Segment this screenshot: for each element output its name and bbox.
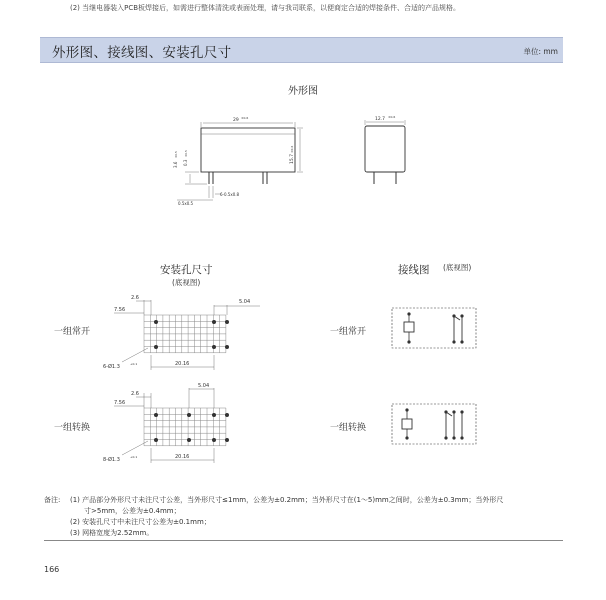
mounting-hole [225,438,229,442]
mounting-hole [212,438,216,442]
dim-pin-length-tol: ±0.5 [174,151,178,158]
wiring-heading: 接线图 [398,264,430,276]
outline-front-view [165,108,310,208]
mounting-subheading: (底视图) [172,278,201,287]
page-number: 166 [44,565,60,574]
dim-pin-pitch: 0.5x0.5 [178,201,194,206]
mounting-hole [154,345,158,349]
top-note: (2) 当继电器装入PCB板焊接后，如需进行整体清洗或表面处理，请与我司联系，以便商定合适的焊接条件、合适的产品规格。 [70,4,461,12]
footer-divider [44,540,563,541]
dim-width-tol: ±0.6 [388,115,396,119]
mounting-hole [154,320,158,324]
wiring-lower-label: 一组转换 [330,423,367,433]
mounting-heading: 安装孔尺寸 [160,264,213,276]
dim-height-tol: ±0.6 [290,145,294,153]
dim-d3: 5.04 [198,383,210,389]
dim-d1: 2.6 [131,391,139,397]
hole-callout: 6-Ø1.3 [103,364,120,370]
dim-pin-size: 6-0.5x0.8 [220,192,240,197]
note-item: (1) 产品部分外形尺寸未注尺寸公差，当外形尺寸≤1mm，公差为±0.2mm；当外形尺寸在(1～5)mm之间时，公差为±0.3mm；当外形尺 [70,496,504,504]
dim-d2: 7.56 [114,400,126,406]
dim-height: 15.7 [290,153,295,164]
dim-pin-small-tol: ±0.5 [184,150,188,157]
mounting-hole [225,320,229,324]
note-item: (3) 网格宽度为2.52mm。 [70,529,154,537]
mounting-hole [154,438,158,442]
mounting-hole [212,413,216,417]
mounting-hole [212,320,216,324]
mounting-hole [187,413,191,417]
unit-label: 单位: mm [523,47,558,56]
section-title: 外形图、接线图、安装孔尺寸 [52,45,232,61]
mounting-hole [187,438,191,442]
note-item: 寸>5mm，公差为±0.4mm； [84,507,181,515]
dim-length: 29 [233,118,239,123]
wiring-upper-label: 一组常开 [330,327,367,337]
hole-tol: +0.1 [130,455,138,459]
mounting-holes [154,320,229,349]
mounting-grid-upper [100,290,260,380]
dim-width: 12.7 [375,117,386,122]
dim-length-tol: ±0.6 [241,116,249,120]
wiring-diagram-lower [390,402,480,448]
dim-d2: 7.56 [114,307,126,313]
hole-callout: 8-Ø1.3 [103,457,120,463]
wiring-diagram-upper [390,306,480,352]
notes-heading: 备注: [44,496,61,504]
dim-pin-small: 0.3 [183,159,188,166]
wiring-subheading: (底视图) [443,263,472,272]
mounting-upper-label: 一组常开 [54,327,91,337]
mounting-hole [225,413,229,417]
note-item: (2) 安装孔尺寸中未注尺寸公差为±0.1mm； [70,518,211,526]
outline-side-view [355,108,415,188]
coil-symbol [404,322,414,332]
mounting-hole [212,345,216,349]
dim-pin-length: 3.6 [173,161,178,168]
dim-d3: 5.04 [239,299,251,305]
dim-d1: 2.6 [131,295,139,301]
mounting-hole [154,413,158,417]
coil-symbol [402,419,412,429]
dim-d4: 20.16 [175,454,190,460]
mounting-grid-lower [100,383,260,473]
dim-d4: 20.16 [175,361,190,367]
mounting-lower-label: 一组转换 [54,423,91,433]
mounting-hole [225,345,229,349]
mounting-holes [154,413,229,442]
hole-tol: +0.1 [130,362,138,366]
outline-heading: 外形图 [288,86,318,97]
